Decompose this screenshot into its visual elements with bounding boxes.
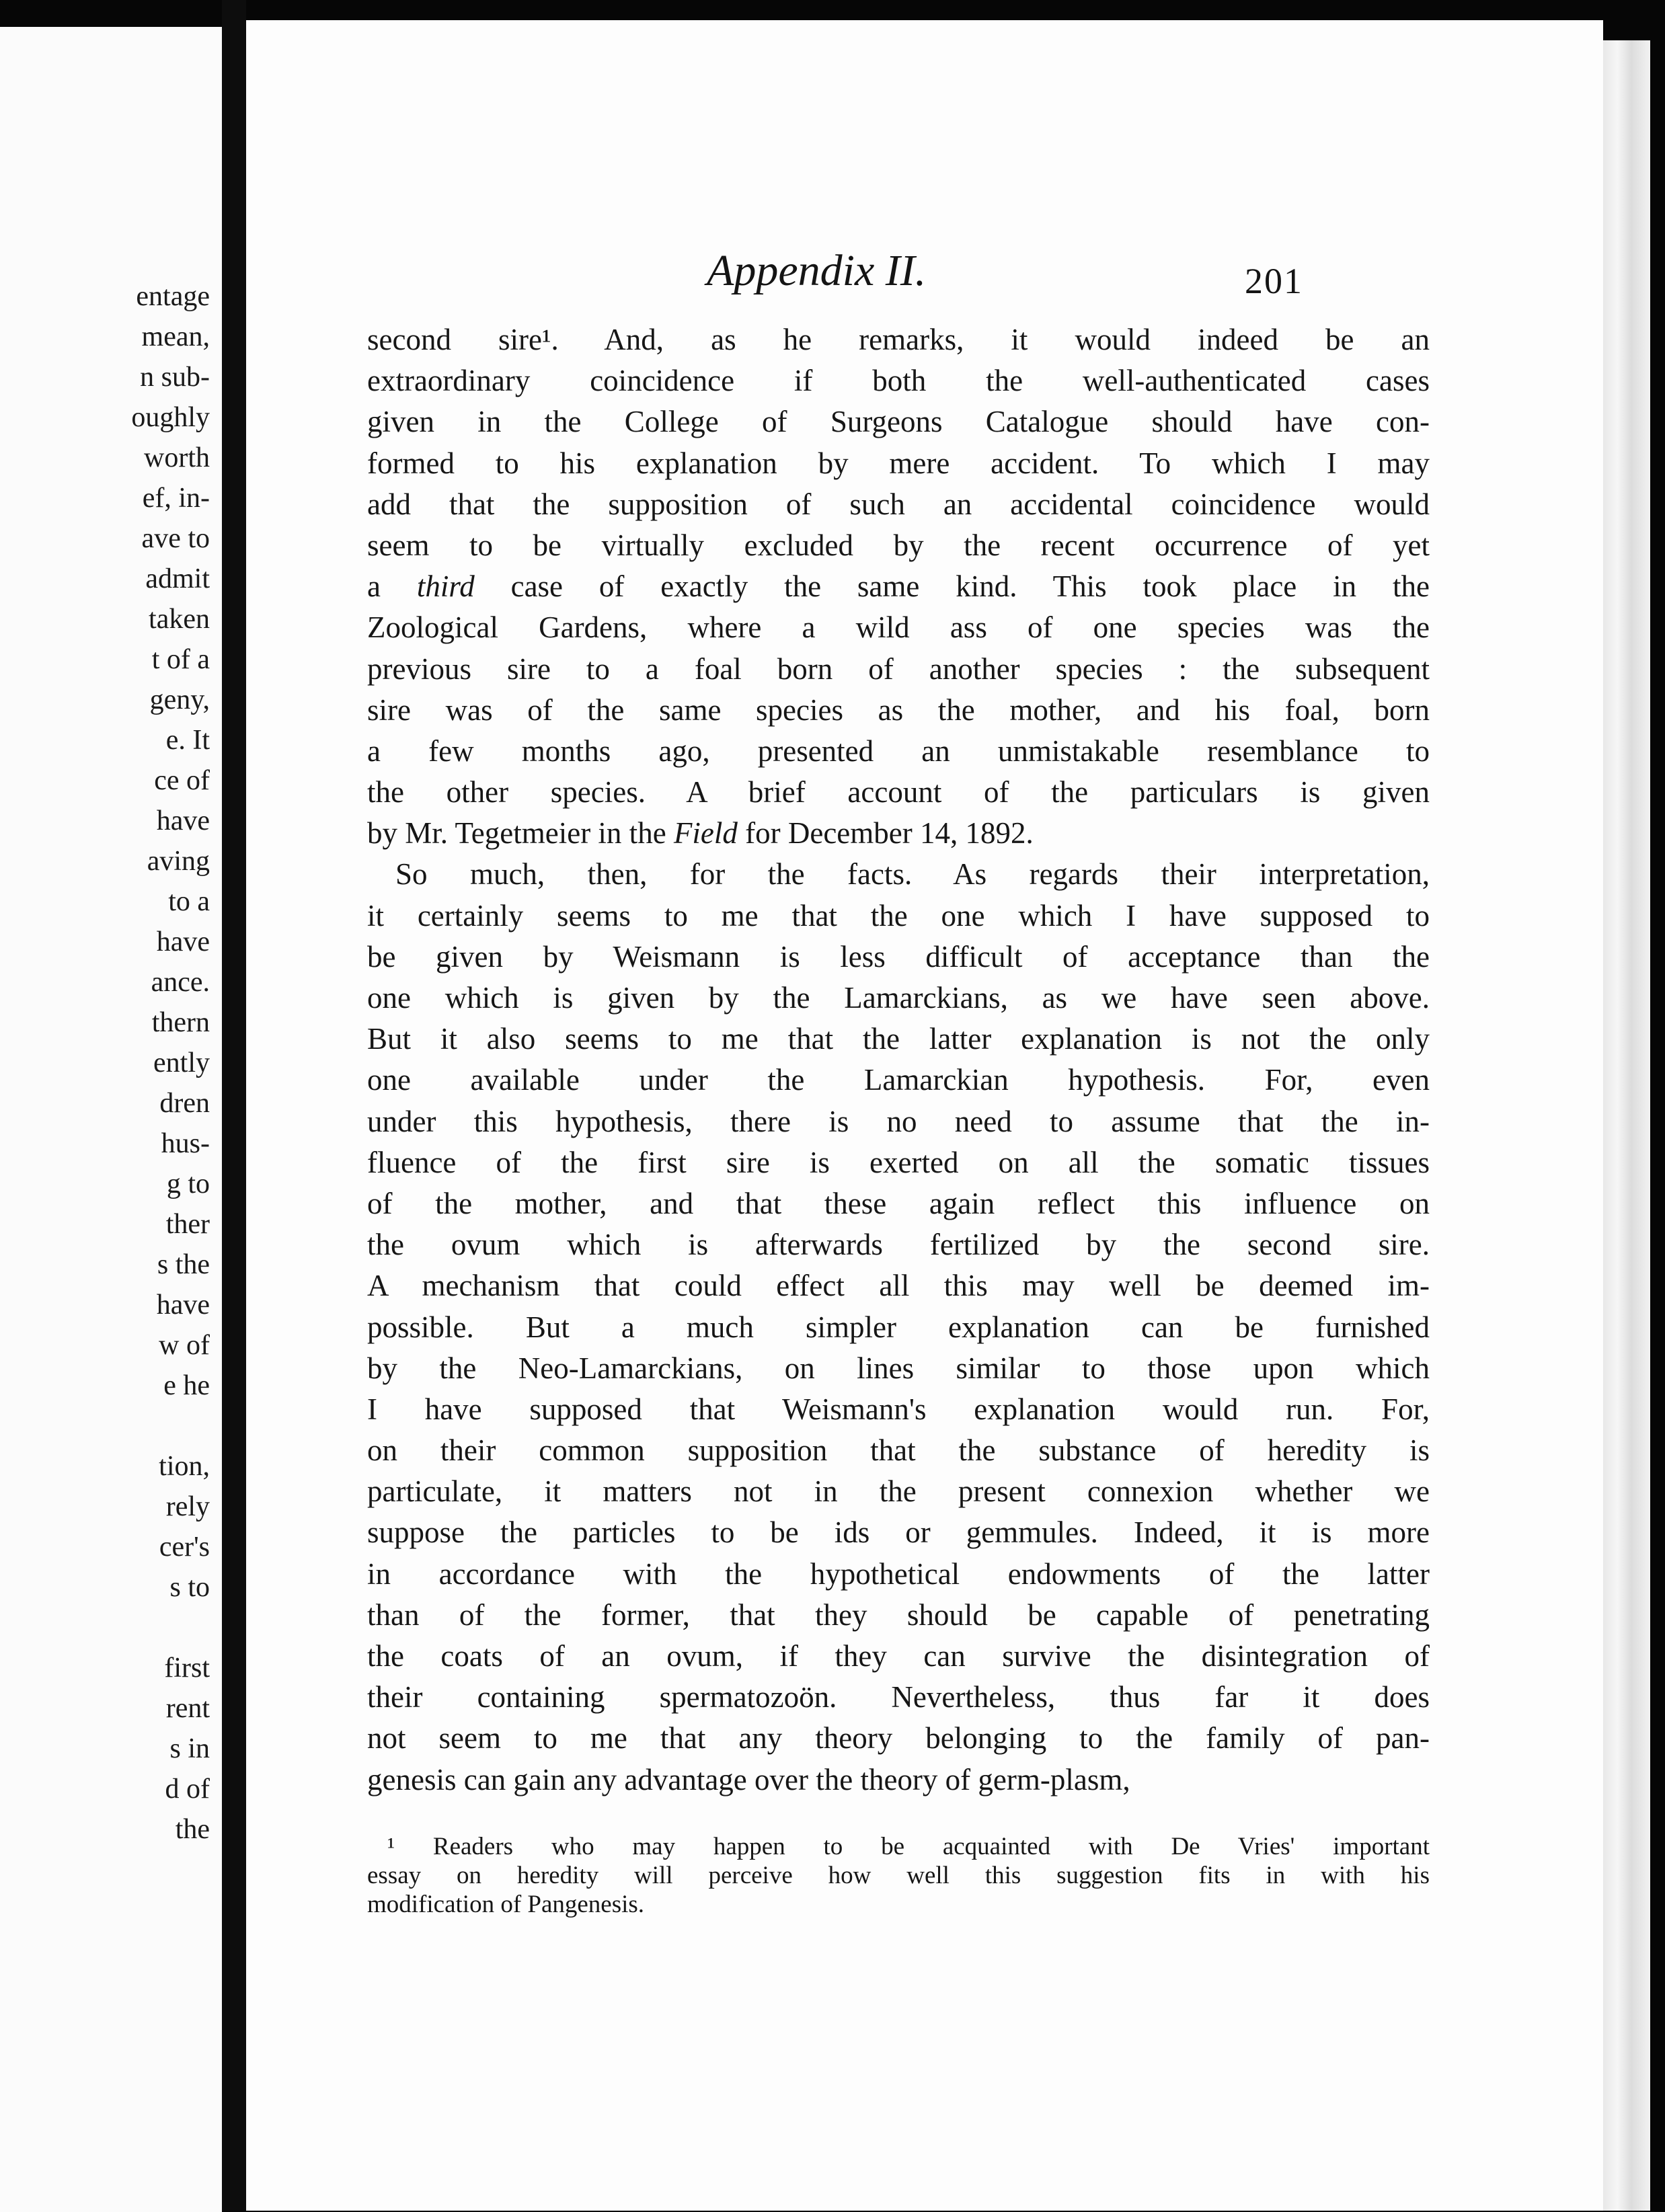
footnote-line: ¹ Readers who may happen to be acquainted with De Vries' important — [387, 1833, 1430, 1860]
facing-page-fragment: t of a — [151, 644, 210, 675]
facing-page-fragment: s in — [169, 1733, 210, 1764]
text-line: under this hypothesis, there is no need to assume that the in- — [367, 1104, 1430, 1138]
text-line: by Mr. Tegetmeier in the Field for December 14, 1892. — [367, 816, 1034, 851]
text-line: it certainly seems to me that the one which I have supposed to — [367, 898, 1430, 933]
facing-page-fragment: admit — [145, 563, 210, 594]
facing-page-fragment: mean, — [141, 321, 210, 352]
text-line: formed to his explanation by mere accident. To which I may — [367, 446, 1430, 480]
text-line: But it also seems to me that the latter explanation is not the only — [367, 1022, 1430, 1056]
facing-page-fragment: have — [156, 1290, 210, 1320]
facing-page-fragment: w of — [159, 1330, 210, 1361]
text-line: A mechanism that could effect all this may well be deemed im- — [367, 1269, 1430, 1303]
text-line: their containing spermatozoön. Nevertheless, thus far it does — [367, 1680, 1430, 1714]
text-line: suppose the particles to be ids or gemmules. Indeed, it is more — [367, 1515, 1430, 1550]
facing-page-fragment: rent — [165, 1693, 210, 1724]
text-line: not seem to me that any theory belonging to the family of pan- — [367, 1721, 1430, 1755]
text-line: in accordance with the hypothetical endowments of the latter — [367, 1556, 1430, 1591]
facing-page-fragment: geny, — [149, 684, 210, 715]
facing-page-fragment: hus- — [161, 1128, 210, 1159]
facing-page-fragment: g to — [166, 1169, 210, 1199]
facing-page-fragment: oughly — [131, 402, 210, 433]
running-head: Appendix II. — [707, 246, 927, 295]
facing-page-fragment: ently — [153, 1048, 210, 1078]
text-line: second sire¹. And, as he remarks, it would indeed be an — [367, 323, 1430, 356]
text-line: on their common supposition that the substance of heredity is — [367, 1433, 1430, 1468]
text-line: the other species. A brief account of the particulars is given — [367, 775, 1430, 809]
facing-page-fragment: n sub- — [140, 362, 210, 393]
facing-page-fragment: ef, in- — [142, 483, 210, 514]
facing-page-fragment: tion, — [159, 1451, 210, 1482]
book-page — [246, 20, 1603, 2211]
text-line: fluence of the first sire is exerted on all the somatic tissues — [367, 1145, 1430, 1179]
text-line: sire was of the same species as the mother, and his foal, born — [367, 693, 1430, 727]
facing-page-fragment: dren — [159, 1088, 210, 1119]
facing-page-fragment: ther — [165, 1209, 210, 1240]
facing-page-fragment: ave to — [141, 523, 210, 554]
text-line: a few months ago, presented an unmistakable resemblance to — [367, 734, 1430, 768]
footnote-line: modification of Pangenesis. — [367, 1891, 645, 1918]
facing-page-fragment: entage — [136, 281, 210, 312]
book-gutter — [222, 0, 246, 2211]
footnote-line: essay on heredity will perceive how well this suggestion fits in with his — [367, 1862, 1430, 1889]
page-number: 201 — [1245, 261, 1303, 301]
facing-page — [0, 27, 222, 2212]
text-line: genesis can gain any advantage over the theory of germ-plasm, — [367, 1762, 1130, 1796]
facing-page-fragment: thern — [151, 1007, 210, 1038]
text-line: I have supposed that Weismann's explanation would run. For, — [367, 1392, 1430, 1426]
facing-page-fragment: taken — [149, 604, 210, 635]
text-line: Zoological Gardens, where a wild ass of one species was the — [367, 610, 1430, 645]
text-line: one which is given by the Lamarckians, as we have seen above. — [367, 981, 1430, 1015]
facing-page-fragment: to a — [168, 886, 210, 917]
text-line: of the mother, and that these again reflect this influence on — [367, 1186, 1430, 1220]
text-line: the coats of an ovum, if they can survive the disintegration of — [367, 1639, 1430, 1673]
text-line: possible. But a much simpler explanation can be furnished — [367, 1310, 1430, 1344]
facing-page-fragment: d of — [165, 1774, 210, 1805]
page-header — [246, 245, 1603, 299]
text-line: previous sire to a foal born of another species : the subsequent — [367, 651, 1430, 686]
facing-page-fragment: worth — [144, 442, 210, 473]
text-line: given in the College of Surgeons Catalogue should have con- — [367, 405, 1430, 439]
facing-page-fragment: s to — [169, 1572, 210, 1603]
facing-page-fragment: ance. — [151, 967, 210, 998]
text-line: one available under the Lamarckian hypothesis. For, even — [367, 1063, 1430, 1097]
text-line: So much, then, for the facts. As regards their interpretation, — [395, 857, 1430, 892]
facing-page-fragment: rely — [165, 1491, 210, 1522]
facing-page-fragment: ce of — [154, 765, 210, 796]
text-line: particulate, it matters not in the present connexion whether we — [367, 1474, 1430, 1509]
footnote — [367, 1832, 1430, 1919]
text-line: extraordinary coincidence if both the well-authenticated cases — [367, 364, 1430, 398]
facing-page-fragment: s the — [157, 1249, 210, 1280]
facing-page-fragment: have — [156, 805, 210, 836]
text-line: add that the supposition of such an accidental coincidence would — [367, 487, 1430, 521]
text-line: than of the former, that they should be capable of penetrating — [367, 1597, 1430, 1632]
body-text — [367, 319, 1430, 1801]
facing-page-fragment: first — [164, 1653, 210, 1684]
text-line: by the Neo-Lamarckians, on lines similar to those upon which — [367, 1351, 1430, 1385]
text-line: a third case of exactly the same kind. This took place in the — [367, 569, 1430, 604]
text-line: be given by Weismann is less difficult of acceptance than the — [367, 939, 1430, 974]
facing-page-fragment: aving — [147, 846, 210, 877]
facing-page-fragment: e he — [163, 1370, 210, 1401]
facing-page-fragment: cer's — [159, 1532, 210, 1563]
page-edge — [1603, 40, 1650, 2211]
facing-page-fragment: have — [156, 926, 210, 957]
text-line: seem to be virtually excluded by the recent occurrence of yet — [367, 528, 1430, 562]
facing-page-fragment: e. It — [165, 725, 210, 756]
facing-page-fragment: the — [175, 1814, 210, 1845]
text-line: the ovum which is afterwards fertilized by the second sire. — [367, 1228, 1430, 1262]
